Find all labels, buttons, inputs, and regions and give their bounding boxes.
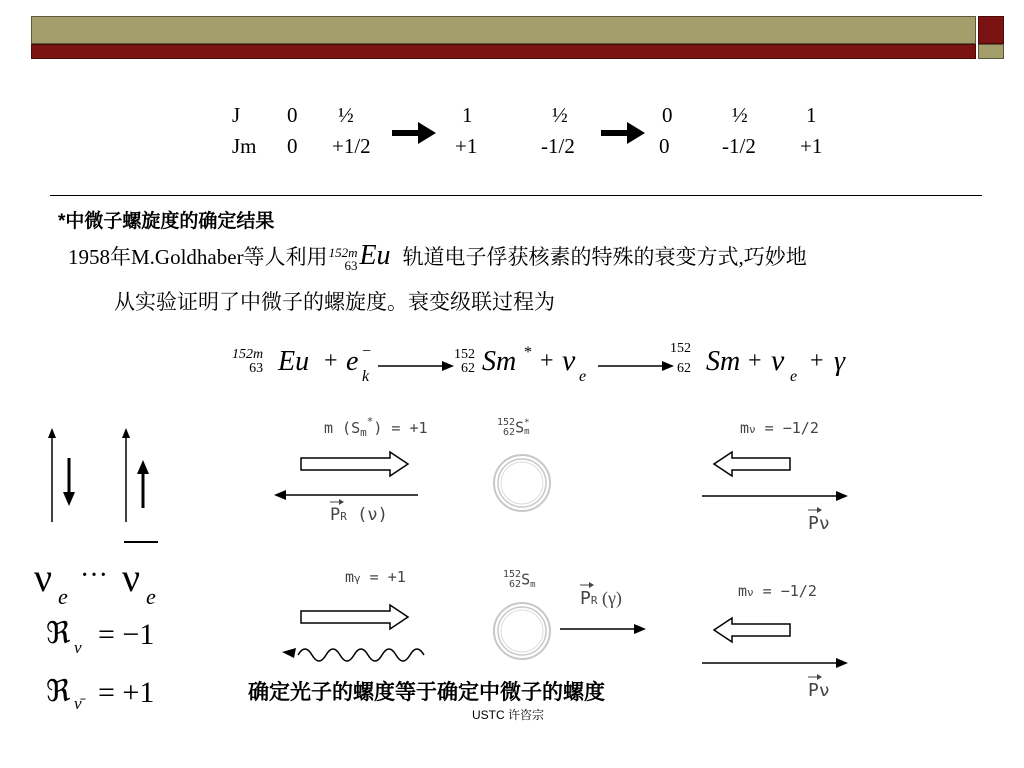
eq-electron-sub: k bbox=[362, 368, 370, 385]
cell-jm-2: +1/2 bbox=[332, 134, 371, 158]
cell-j-6: ½ bbox=[732, 103, 748, 127]
decay-equation bbox=[232, 342, 872, 390]
nucleus-circle-icon bbox=[492, 453, 552, 513]
helicity-symbol: ℜ bbox=[46, 617, 71, 650]
section-line1-before: 1958年M.Goldhaber等人利用 bbox=[68, 245, 328, 269]
mgamma-sub: γ bbox=[354, 572, 361, 585]
cell-j-4: ½ bbox=[552, 103, 568, 127]
eq-eu-z: 63 bbox=[249, 361, 264, 376]
pr-sub: R bbox=[590, 594, 598, 607]
eq-nu: ν bbox=[562, 344, 576, 377]
cell-j-3: 1 bbox=[462, 103, 473, 127]
mnu-sub: ν bbox=[747, 586, 754, 599]
helicity-neutrino bbox=[46, 616, 186, 660]
conclusion-text: 确定光子的螺度等于确定中微子的螺度 bbox=[248, 681, 605, 704]
isotope-z: 63 bbox=[344, 258, 358, 274]
pr-text: P bbox=[580, 588, 591, 609]
vector-arrow-icon bbox=[330, 498, 344, 506]
eq-nu2-sub: e bbox=[790, 368, 798, 385]
helicity-value-nu: = −1 bbox=[98, 618, 155, 651]
pr-text: P bbox=[330, 505, 341, 525]
hollow-right-arrow-icon bbox=[300, 450, 410, 478]
section-line1 bbox=[68, 236, 807, 277]
eq-electron-sup: − bbox=[362, 343, 372, 360]
nucleus-symbol: S bbox=[515, 418, 525, 437]
mnu-sub: ν bbox=[749, 423, 756, 436]
eq-sm2-symbol: Sm bbox=[706, 346, 741, 377]
diagram-top-m-label bbox=[324, 415, 428, 439]
cell-jm-5: 0 bbox=[659, 134, 670, 158]
eq-nu-sub: e bbox=[579, 368, 587, 385]
section-line1-after: 轨道电子俘获核素的特殊的衰变方式,巧妙地 bbox=[402, 245, 807, 269]
cell-jm-3: +1 bbox=[455, 134, 478, 158]
eq-sm2-z: 62 bbox=[677, 361, 691, 376]
section-heading: *中微子螺旋度的确定结果 bbox=[58, 211, 275, 232]
title-bar-red-strip bbox=[31, 44, 976, 59]
nucleus-z: 62 bbox=[503, 427, 516, 438]
title-bar-olive bbox=[31, 16, 976, 44]
pnu-sub: ν bbox=[818, 680, 830, 701]
right-arrow-icon bbox=[601, 122, 645, 144]
hollow-left-arrow-icon bbox=[712, 616, 792, 644]
nucleus-sub: m bbox=[530, 580, 536, 590]
diagram-top-nucleus-label bbox=[497, 418, 530, 438]
m-label-text: m (S bbox=[324, 419, 361, 437]
title-bar-red-block bbox=[978, 16, 1004, 44]
m-label-value: ) = +1 bbox=[373, 419, 428, 437]
thin-right-arrow-icon bbox=[702, 489, 848, 503]
eq-nu2: ν bbox=[771, 344, 785, 377]
cell-jm-7: +1 bbox=[800, 134, 823, 158]
nucleus-scripts bbox=[497, 418, 515, 438]
title-bar bbox=[31, 16, 1004, 59]
isotope-symbol: Eu bbox=[359, 240, 391, 271]
nucleus-circle-icon bbox=[492, 601, 552, 661]
diagram-top-mnu-label bbox=[740, 419, 819, 437]
footer-text: USTC 许咨宗 bbox=[472, 708, 545, 722]
eq-gamma: γ bbox=[834, 346, 846, 377]
eq-sm2-scripts bbox=[670, 342, 691, 376]
photon-wave-icon bbox=[282, 640, 428, 670]
section-line2: 从实验证明了中微子的螺旋度。衰变级联过程为 bbox=[114, 290, 555, 314]
helicity-sub-antinu: ν̄ bbox=[74, 694, 82, 713]
row-label-j: J bbox=[232, 103, 241, 127]
neutrino-dots: ··· bbox=[80, 560, 108, 591]
pr-vector bbox=[330, 505, 340, 525]
section-divider bbox=[50, 195, 982, 196]
hollow-right-arrow-icon bbox=[300, 603, 410, 631]
nucleus-sub: m bbox=[524, 427, 530, 437]
thin-right-arrow-icon bbox=[560, 622, 646, 636]
neutrino-symbol: ν bbox=[34, 555, 53, 600]
isotope-mass: 152m bbox=[328, 245, 358, 261]
eq-eu-scripts bbox=[232, 348, 263, 376]
pnu-text: P bbox=[808, 680, 819, 701]
mnu-value: = −1/2 bbox=[755, 419, 819, 437]
title-bar-olive-block bbox=[978, 44, 1004, 59]
pnu-vector bbox=[808, 513, 819, 534]
nucleus-z: 62 bbox=[509, 579, 522, 590]
pnu-text: P bbox=[808, 513, 819, 534]
m-label-sub: m bbox=[360, 426, 367, 439]
eq-plus-3: + bbox=[748, 348, 762, 374]
mgamma-value: = +1 bbox=[360, 568, 406, 586]
eq-sm-z: 62 bbox=[461, 361, 475, 376]
diagram-top-pr-label bbox=[330, 505, 388, 525]
cell-j-2: ½ bbox=[338, 103, 354, 127]
pr-arg: (ν) bbox=[346, 505, 388, 525]
vector-arrow-icon bbox=[808, 673, 822, 681]
right-arrow-icon bbox=[392, 122, 436, 144]
eq-long-arrow-icon bbox=[596, 359, 676, 373]
thin-right-arrow-icon bbox=[702, 656, 848, 670]
neutrino-sub: e bbox=[58, 584, 68, 609]
cell-j-7: 1 bbox=[806, 103, 817, 127]
spin-arrows-icon bbox=[36, 424, 166, 548]
isotope-scripts bbox=[329, 246, 358, 272]
diagram-top-pnu-label bbox=[808, 513, 830, 534]
mnu-value: = −1/2 bbox=[753, 582, 817, 600]
thin-left-arrow-icon bbox=[274, 488, 420, 502]
cell-j-5: 0 bbox=[662, 103, 673, 127]
diagram-bottom-pr-label bbox=[580, 588, 622, 609]
eq-electron: e bbox=[346, 346, 359, 377]
diagram-bottom-pnu-label bbox=[808, 680, 830, 701]
antineutrino-sub: e bbox=[146, 584, 156, 609]
helicity-antineutrino bbox=[46, 674, 186, 718]
nucleus-sup: * bbox=[524, 418, 530, 428]
eq-sm-star: * bbox=[524, 344, 532, 361]
eq-plus-1: + bbox=[324, 348, 338, 374]
pnu-sub: ν bbox=[818, 513, 830, 534]
vector-arrow-icon bbox=[580, 581, 594, 589]
nucleus-sym-scripts bbox=[524, 419, 529, 437]
helicity-symbol: ℜ bbox=[46, 675, 71, 708]
hollow-left-arrow-icon bbox=[712, 450, 792, 478]
nucleus-mass: 152 bbox=[497, 417, 516, 428]
mgamma-text: m bbox=[345, 568, 355, 586]
eq-plus-4: + bbox=[810, 348, 824, 374]
eq-long-arrow-icon bbox=[376, 359, 456, 373]
nucleus-scripts bbox=[503, 570, 521, 590]
pr-sub: R bbox=[340, 510, 347, 523]
antineutrino-symbol: ν bbox=[122, 555, 141, 600]
eq-sm-scripts bbox=[454, 348, 475, 376]
eq-eu-mass: 152m bbox=[232, 347, 264, 362]
cell-j-1: 0 bbox=[287, 103, 298, 127]
row-label-jm: Jm bbox=[232, 134, 257, 158]
pr-vector bbox=[580, 588, 591, 609]
mnu-text: m bbox=[738, 582, 748, 600]
helicity-value-antinu: = +1 bbox=[98, 676, 155, 709]
helicity-sub-nu: ν bbox=[74, 638, 82, 657]
neutrino-pair bbox=[34, 556, 174, 612]
cell-jm-1: 0 bbox=[287, 134, 298, 158]
eq-sm-mass: 152 bbox=[454, 347, 475, 362]
m-label-sup: * bbox=[366, 415, 374, 428]
mnu-text: m bbox=[740, 419, 750, 437]
eq-plus-2: + bbox=[540, 348, 554, 374]
nucleus-symbol: S bbox=[521, 570, 531, 589]
cell-jm-4: -1/2 bbox=[541, 134, 575, 158]
diagram-bottom-mnu-label bbox=[738, 582, 817, 600]
cell-jm-6: -1/2 bbox=[722, 134, 756, 158]
eq-sm2-mass: 152 bbox=[670, 341, 691, 356]
pr-arg: (γ) bbox=[597, 588, 622, 608]
eq-sm-symbol: Sm bbox=[482, 346, 517, 377]
transition-table bbox=[0, 100, 1024, 164]
pnu-vector bbox=[808, 680, 819, 701]
diagram-bottom-nucleus-label bbox=[503, 570, 536, 590]
eq-eu-symbol: Eu bbox=[278, 346, 310, 377]
nucleus-mass: 152 bbox=[503, 569, 522, 580]
diagram-bottom-mgamma-label bbox=[345, 568, 406, 586]
vector-arrow-icon bbox=[808, 506, 822, 514]
